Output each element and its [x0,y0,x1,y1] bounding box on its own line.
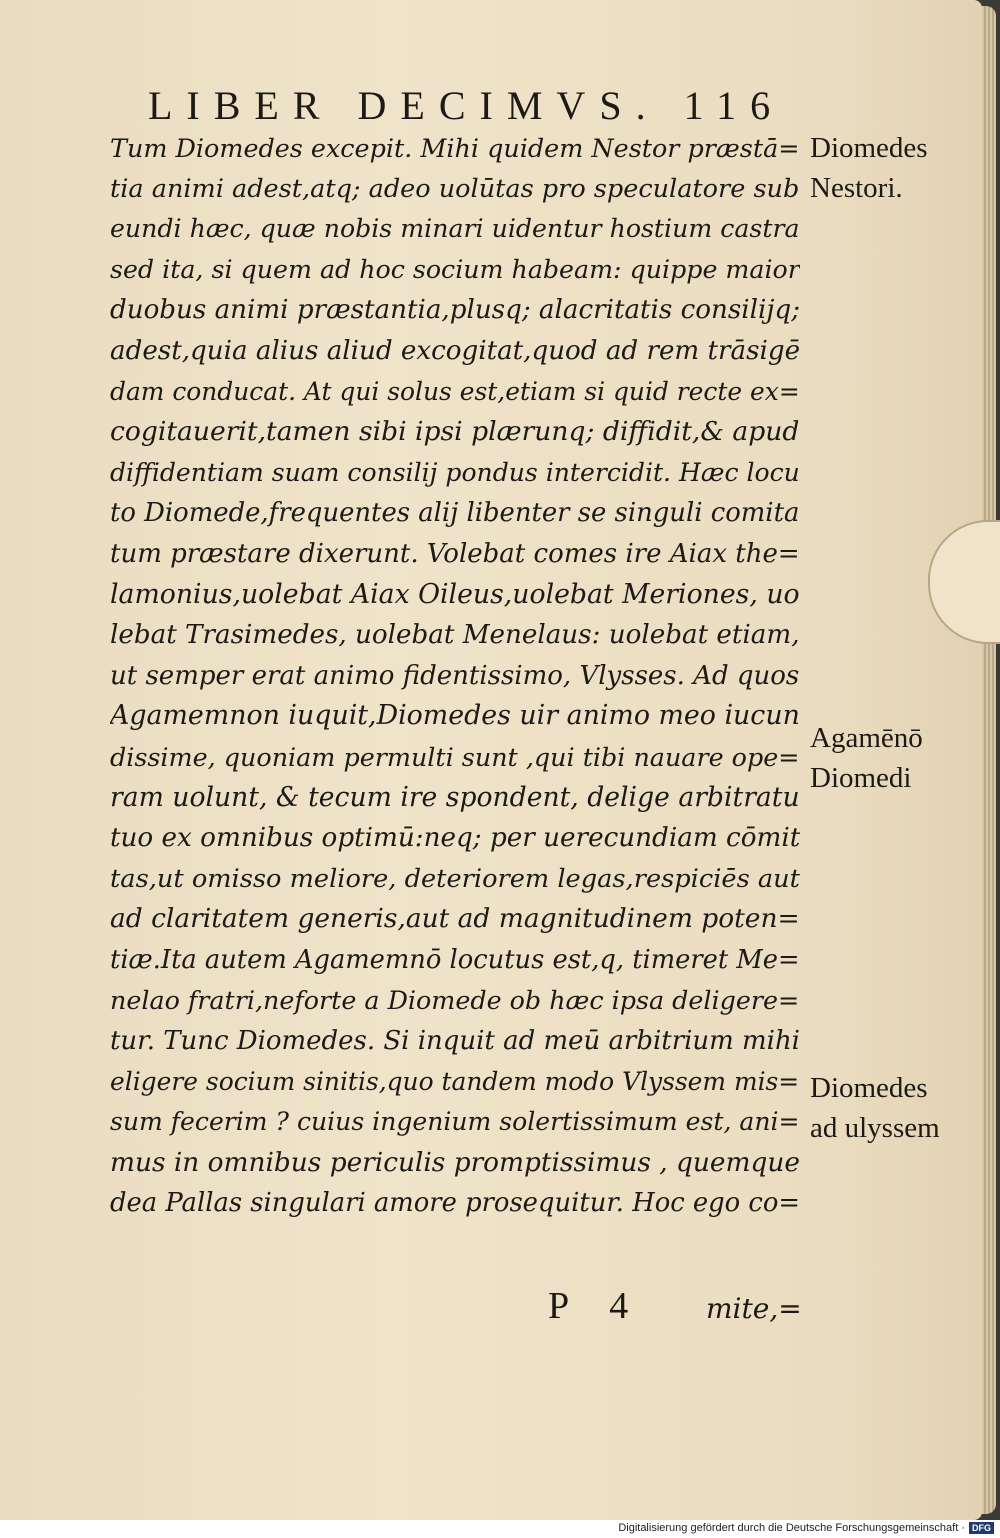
text-line: tia animi adest,atq; adeo uolūtas pro speculatore sub [110,173,800,204]
marginal-note-line: Diomedi [810,762,912,794]
text-line: sum fecerim ? cuius ingenium solertissimum est, ani= [110,1107,800,1137]
marginal-note-line: Nestori. [810,172,903,204]
text-line: dam conducat. At qui solus est,etiam si quid recte ex= [110,376,800,406]
text-line: nelao fratri,neforte a Diomede ob hæc ipsa deligere= [110,985,800,1016]
text-line: diffidentiam suam consilij pondus intercidit. Hæc locu [110,457,800,487]
marginal-note-line: Agamēnō [810,722,923,754]
text-line: lamonius,uolebat Aiax Oileus,uolebat Meriones, uo [110,578,800,610]
footer-credit [618,1522,994,1534]
text-line: ad claritatem generis,aut ad magnitudinem poten= [110,903,800,935]
catchword: mite,= [706,1292,802,1325]
text-line: eligere socium sinitis,quo tandem modo Vlyssem mis= [110,1066,800,1096]
text-line: Agamemnon iuquit,Diomedes uir animo meo iucun [110,700,800,732]
text-line: eundi hæc, quæ nobis minari uidentur hostium castra [110,214,800,244]
marginal-note-1 [810,128,970,208]
text-line: duobus animi præstantia,plusq; alacritatis consilijq; [110,295,800,326]
marginal-note-3 [810,1068,970,1148]
text-line: dea Pallas singulari amore prosequitur. Hoc ego co= [110,1188,800,1219]
text-line: cogitauerit,tamen sibi ipsi plærunq; diffidit,& apud [110,416,800,448]
text-line: tiæ.Ita autem Agamemnō locutus est,q, timeret Me= [110,944,800,975]
text-line: Tum Diomedes excepit. Mihi quidem Nestor præstā= [110,133,800,163]
text-line: tur. Tunc Diomedes. Si inquit ad meū arbitrium mihi [110,1026,800,1057]
signature-mark: P 4 [548,1285,645,1327]
marginal-note-line: Diomedes [810,132,928,164]
running-header: LIBER DECIMVS. 116 [148,83,785,128]
text-line: tum præstare dixerunt. Volebat comes ire Aiax the= [110,538,800,569]
text-line: sed ita, si quem ad hoc socium habeam: quippe maior [110,254,800,284]
body-text [110,128,800,1224]
text-line: tas,ut omisso meliore, deteriorem legas,respiciēs aut [110,863,800,894]
marginal-note-line: Diomedes [810,1072,928,1104]
text-line: tuo ex omnibus optimū:neq; per uerecundiam cōmit [110,823,800,854]
dfg-logo: DFG [969,1522,994,1534]
text-line: to Diomede,frequentes alij libenter se singuli comita [110,498,800,529]
marginal-note-line: ad ulyssem [810,1112,940,1144]
marginal-note-2 [810,718,970,798]
text-line: dissime, quoniam permulti sunt ,qui tibi nauare ope= [110,741,800,772]
text-line: adest,quia alius aliud excogitat,quod ad rem trāsigē [110,335,800,366]
text-line: ram uolunt, & tecum ire spondent, delige arbitratu [110,781,800,813]
text-line: lebat Trasimedes, uolebat Menelaus: uolebat etiam, [110,620,800,651]
text-line: ut semper erat animo fidentissimo, Vlysses. Ad quos [110,660,800,691]
text-line: mus in omnibus periculis promptissimus , quemque [110,1147,800,1178]
footer-text: Digitalisierung gefördert durch die Deutsche Forschungsgemeinschaft · [618,1522,965,1534]
